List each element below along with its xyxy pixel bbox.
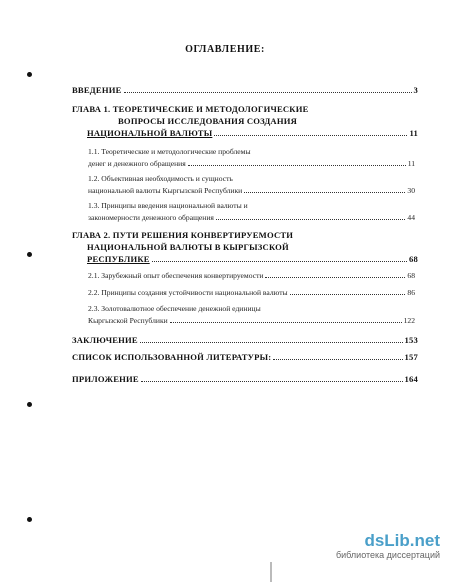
toc-entry-section-1-3[interactable]: [88, 200, 415, 223]
leader-dots: [273, 352, 402, 360]
toc-entry-section-1-2[interactable]: [88, 173, 415, 196]
toc-entry-chapter-2[interactable]: [72, 229, 418, 265]
section-title-line: закономерности денежного обращения: [88, 212, 214, 222]
scan-edge-line: [270, 562, 272, 582]
toc-entry-page: 68: [409, 254, 418, 264]
leader-dots: [152, 254, 407, 262]
toc-entry-page: 3: [413, 85, 418, 95]
watermark-logo: dsLib.net: [364, 531, 440, 550]
toc-entry-page: 11: [407, 158, 415, 168]
toc-entry-page: 11: [409, 128, 418, 138]
leader-dots: [124, 85, 412, 93]
toc-entry-section-1-1[interactable]: [88, 146, 415, 169]
punch-hole-mark: [27, 72, 32, 77]
section-title-line: 2.3. Золотовалютное обеспечение денежной единицы: [88, 304, 261, 313]
toc-entry-references[interactable]: [72, 351, 418, 363]
section-title-line: национальной валюты Кыргызской Республики: [88, 185, 243, 195]
toc-entry-label: ВВЕДЕНИЕ: [72, 85, 122, 95]
section-title-line: 1.3. Принципы введения национальной валюты и: [88, 201, 248, 210]
section-title-line: 1.2. Объективная необходимость и сущность: [88, 174, 233, 183]
chapter-heading-line: РЕСПУБЛИКЕ: [87, 254, 150, 264]
watermark-subtitle: библиотека диссертаций: [335, 550, 440, 560]
toc-entry-page: 68: [407, 271, 415, 280]
leader-dots: [188, 158, 406, 166]
section-title-line: 2.1. Зарубежный опыт обеспечения конвертируемости: [88, 271, 264, 280]
punch-hole-mark: [27, 402, 32, 407]
leader-dots: [216, 212, 405, 220]
toc-entry-section-2-2[interactable]: [88, 287, 415, 299]
toc-entry-appendix[interactable]: [72, 373, 418, 385]
leader-dots: [170, 315, 402, 323]
toc-entry-page: 153: [404, 335, 418, 345]
watermark: [336, 532, 440, 561]
toc-title: ОГЛАВЛЕНИЕ:: [185, 44, 265, 55]
punch-hole-mark: [27, 252, 32, 257]
toc-entry-label: СПИСОК ИСПОЛЬЗОВАННОЙ ЛИТЕРАТУРЫ:: [72, 352, 272, 362]
toc-entry-section-2-3[interactable]: [88, 303, 415, 326]
toc-entry-section-2-1[interactable]: [88, 270, 415, 282]
section-title-line: 2.2. Принципы создания устойчивости национальной валюты: [88, 288, 288, 297]
chapter-heading-line: НАЦИОНАЛЬНОЙ ВАЛЮТЫ: [87, 128, 213, 138]
toc-entry-page: 157: [404, 352, 418, 362]
chapter-heading-line: ГЛАВА 1. ТЕОРЕТИЧЕСКИЕ И МЕТОДОЛОГИЧЕСКИЕ: [72, 104, 309, 114]
leader-dots: [290, 287, 406, 295]
toc-entry-page: 44: [407, 212, 415, 222]
toc-entry-page: 86: [407, 288, 415, 297]
chapter-heading-line: НАЦИОНАЛЬНОЙ ВАЛЮТЫ В КЫРГЫЗСКОЙ: [87, 242, 289, 252]
toc-entry-conclusion[interactable]: [72, 334, 418, 346]
leader-dots: [140, 335, 403, 343]
chapter-heading-line: ГЛАВА 2. ПУТИ РЕШЕНИЯ КОНВЕРТИРУЕМОСТИ: [72, 230, 294, 240]
toc-entry-label: ЗАКЛЮЧЕНИЕ: [72, 335, 138, 345]
punch-hole-mark: [27, 517, 32, 522]
chapter-heading-line: ВОПРОСЫ ИССЛЕДОВАНИЯ СОЗДАНИЯ: [118, 116, 298, 126]
toc-entry-page: 164: [404, 374, 418, 384]
section-title-line: денег и денежного обращения: [88, 158, 186, 168]
leader-dots: [214, 128, 407, 136]
toc-entry-intro[interactable]: [72, 84, 418, 96]
toc-entry-label: ПРИЛОЖЕНИЕ: [72, 374, 139, 384]
leader-dots: [141, 374, 403, 382]
leader-dots: [265, 270, 405, 278]
toc-entry-page: 30: [407, 185, 415, 195]
section-title-line: Кыргызской Республики: [88, 315, 168, 325]
leader-dots: [244, 185, 405, 193]
toc-entry-page: 122: [403, 315, 415, 325]
section-title-line: 1.1. Теоретические и методологические проблемы: [88, 147, 251, 156]
toc-entry-chapter-1[interactable]: [72, 103, 418, 139]
